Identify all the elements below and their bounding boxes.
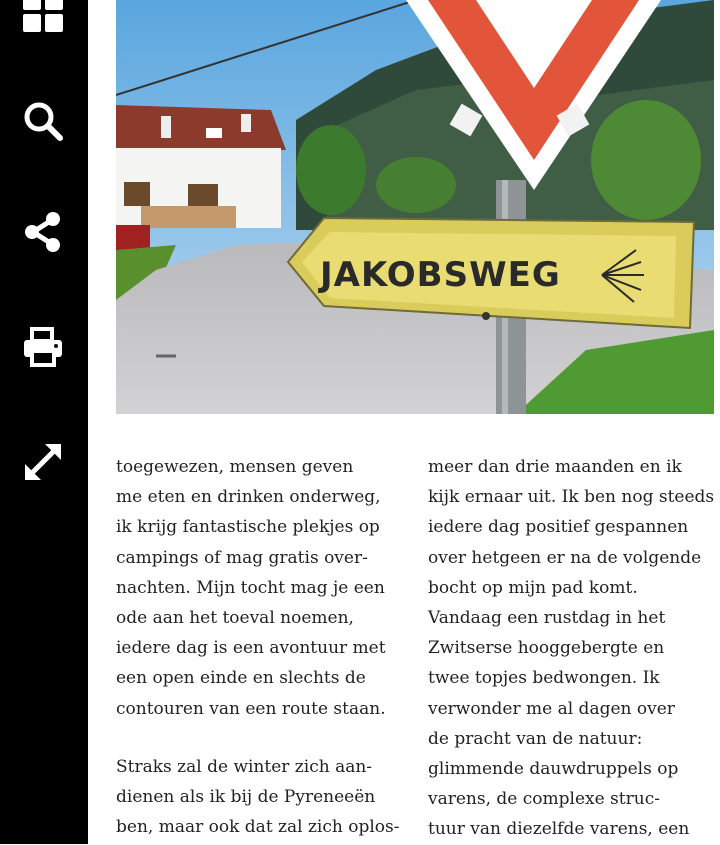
article-photo <box>116 0 714 414</box>
search-button[interactable] <box>14 92 72 150</box>
text-line: toegewezen, mensen geven <box>116 457 354 477</box>
text-line: ben, maar ook dat zal zich oplos- <box>116 817 400 838</box>
text-line: nachten. Mijn tocht mag je een <box>116 577 385 598</box>
grid-icon <box>21 0 65 34</box>
text-line: iedere dag positief gespannen <box>428 517 689 538</box>
article-column-left <box>116 452 406 842</box>
text-line: bocht op mijn pad komt. <box>428 577 638 598</box>
search-icon <box>21 99 65 143</box>
sidebar-toolbar <box>0 0 88 844</box>
text-line: Vandaag een rustdag in het <box>428 608 666 629</box>
print-button[interactable] <box>14 318 72 376</box>
text-line: me eten en drinken onderweg, <box>116 487 381 508</box>
grid-button[interactable] <box>14 0 72 41</box>
text-line: een open einde en slechts de <box>116 668 366 689</box>
text-line: contouren van een route staan. <box>116 698 386 719</box>
expand-icon <box>21 440 65 484</box>
text-line: de pracht van de natuur: <box>428 728 643 749</box>
article-column-right <box>428 452 718 845</box>
text-line: twee topjes bedwongen. Ik <box>428 668 660 689</box>
text-line: kijk ernaar uit. Ik ben nog steeds <box>428 487 715 508</box>
share-button[interactable] <box>14 203 72 261</box>
share-icon <box>21 210 65 254</box>
print-icon <box>21 325 65 369</box>
text-line: ik krijg fantastische plekjes op <box>116 517 380 538</box>
text-line: dienen als ik bij de Pyreneeën <box>116 787 376 808</box>
text-line: ode aan het toeval noemen, <box>116 608 354 629</box>
text-line: varens, de complexe struc- <box>428 789 660 810</box>
text-line: over hetgeen er na de volgende <box>428 547 702 568</box>
text-line: verwonder me al dagen over <box>428 698 675 719</box>
text-line: tuur van diezelfde varens, een <box>428 819 690 840</box>
text-line: iedere dag is een avontuur met <box>116 638 386 659</box>
text-line: Straks zal de winter zich aan- <box>116 756 373 777</box>
text-line: campings of mag gratis over- <box>116 547 368 568</box>
text-line: glimmende dauwdruppels op <box>428 759 679 780</box>
sign-text: JAKOBSWEG <box>320 255 561 295</box>
fullscreen-button[interactable] <box>14 433 72 491</box>
text-line: meer dan drie maanden en ik <box>428 457 682 477</box>
text-line: Zwitserse hooggebergte en <box>428 638 665 659</box>
